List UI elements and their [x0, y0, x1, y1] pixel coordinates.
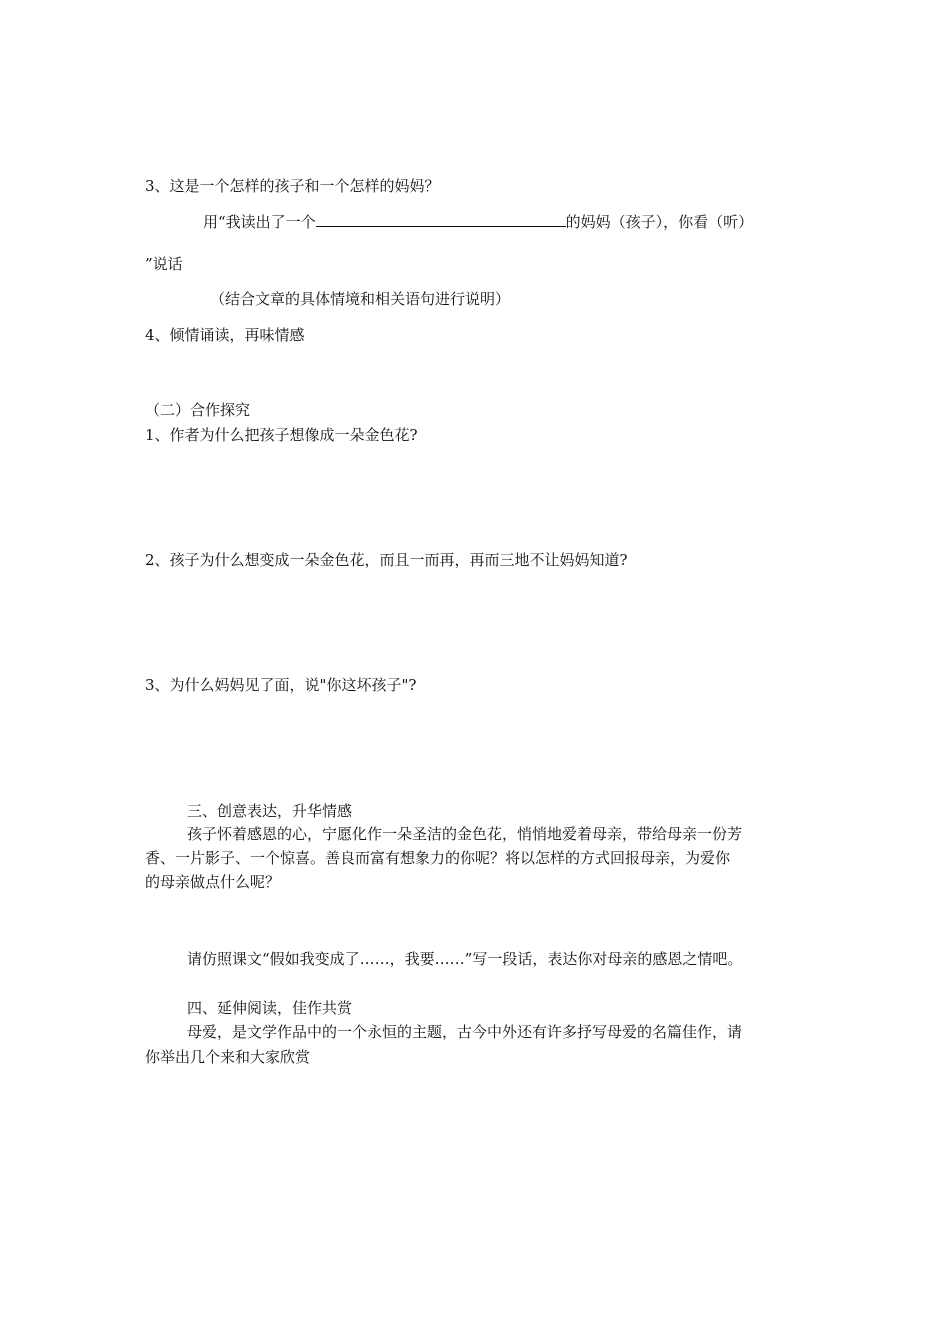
- section-2-question-2: 2、孩子为什么想变成一朵金色花，而且一而再，再而三地不让妈妈知道?: [145, 551, 628, 569]
- section-2-heading: （二）合作探究: [145, 401, 251, 419]
- question-3: 3、这是一个怎样的孩子和一个怎样的妈妈？: [145, 177, 440, 195]
- section-3-heading: 三、创意表达，升华情感: [187, 802, 353, 820]
- section-4-paragraph-line-1: 母爱，是文学作品中的一个永恒的主题，古今中外还有许多抒写母爱的名篇佳作，请: [187, 1023, 743, 1041]
- section-4-heading: 四、延伸阅读，佳作共赏: [187, 999, 353, 1017]
- section-3-paragraph-line-1: 孩子怀着感恩的心，宁愿化作一朵圣洁的金色花，悄悄地爱着母亲，带给母亲一份芳: [187, 825, 743, 843]
- section-3-paragraph-line-2: 香、一片影子、一个惊喜。善良而富有想象力的你呢？将以怎样的方式回报母亲，为爱你: [145, 849, 731, 867]
- question-3-note: （结合文章的具体情境和相关语句进行说明）: [210, 290, 511, 308]
- section-3-paragraph-line-3: 的母亲做点什么呢？: [145, 873, 281, 891]
- question-4: 4、倾情诵读，再味情感: [145, 326, 305, 344]
- question-3-prompt: [203, 212, 753, 232]
- section-2-question-3: 3、为什么妈妈见了面，说"你这坏孩子"?: [145, 676, 417, 694]
- question-3-prompt-end: ”说话: [145, 255, 183, 273]
- section-2-question-1: 1、作者为什么把孩子想像成一朵金色花?: [145, 426, 418, 444]
- section-4-paragraph-line-2: 你举出几个来和大家欣赏: [145, 1048, 311, 1066]
- section-3-task: 请仿照课文“假如我变成了……，我要……”写一段话，表达你对母亲的感恩之情吧。: [187, 950, 743, 968]
- prompt-text-before: 用“我读出了一个: [203, 213, 316, 231]
- prompt-text-after: 的妈妈（孩子），你看（听）: [565, 213, 754, 231]
- fill-in-blank: [316, 212, 566, 227]
